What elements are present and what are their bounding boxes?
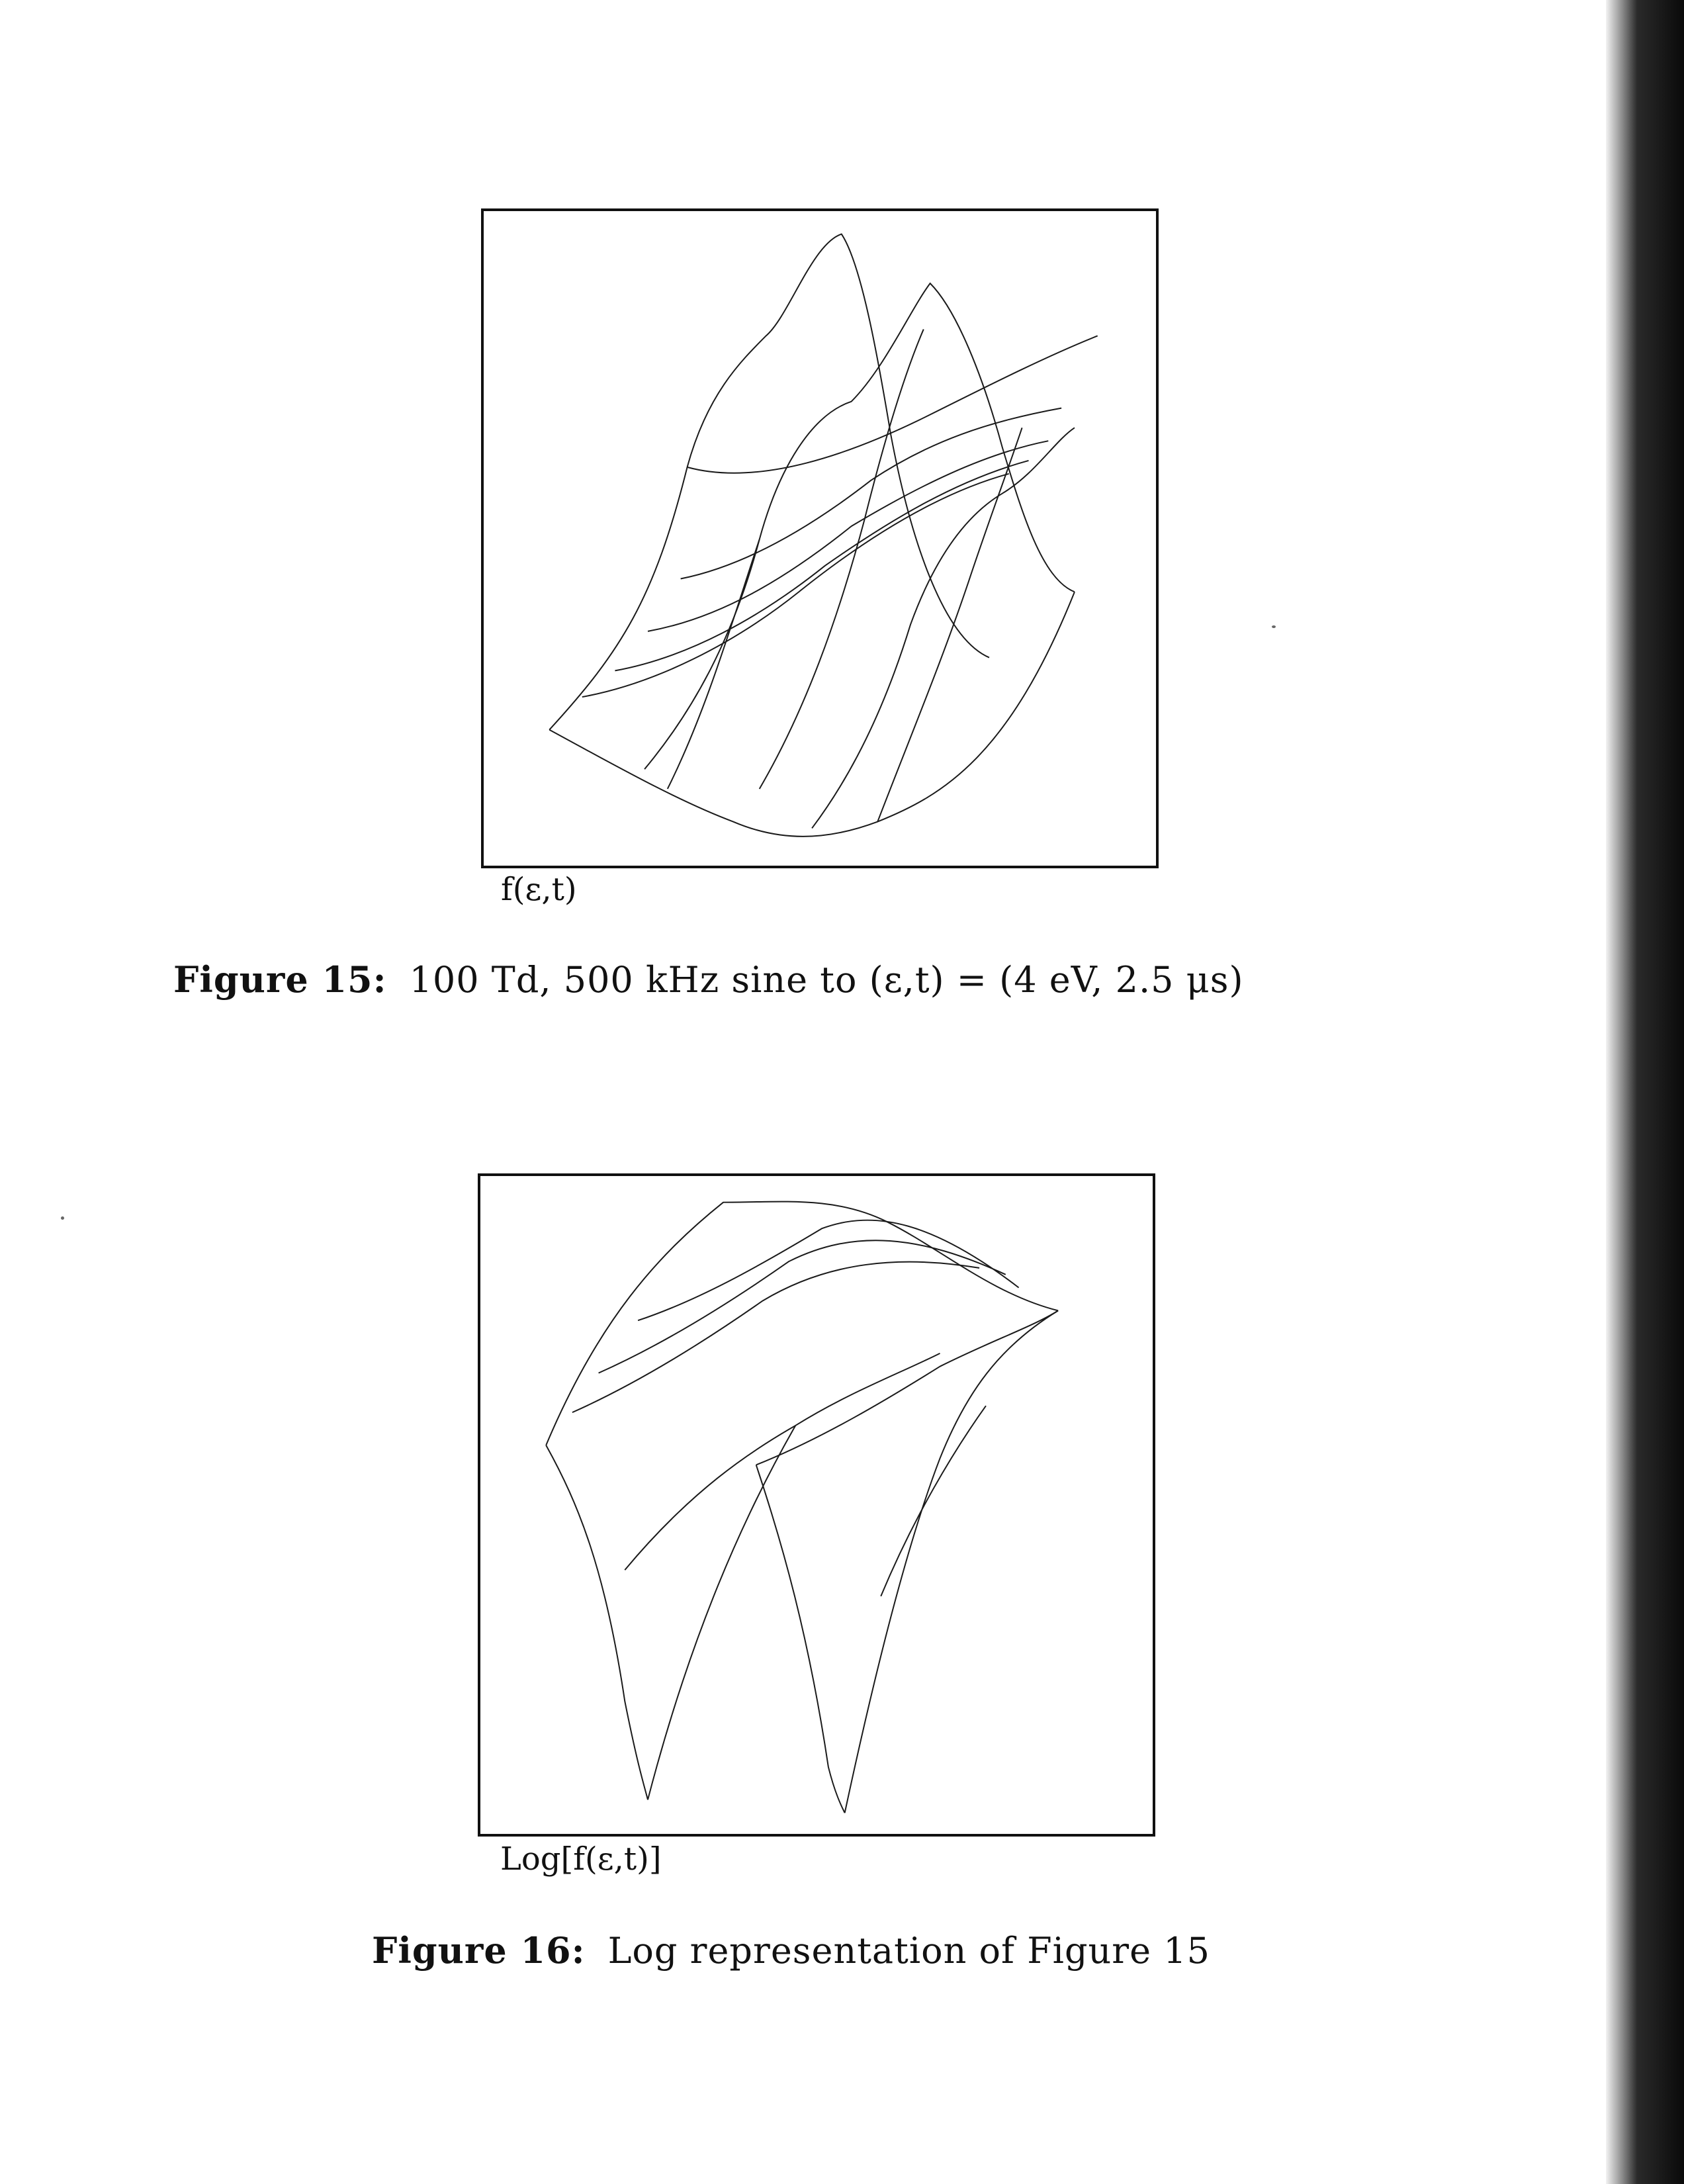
figure-15-surface-plot: [484, 211, 1156, 866]
ridge-back: [687, 336, 1098, 473]
figure-16-plot-label: Log[f(ε,t)]: [500, 1841, 662, 1878]
figure-16-surface-plot: [480, 1176, 1153, 1834]
scan-speck: [61, 1216, 64, 1220]
ridge-mid: [625, 1353, 940, 1570]
mesh-b: [615, 461, 1028, 670]
mesh-c: [648, 441, 1048, 631]
mesh-f: [877, 428, 1022, 821]
figure-16-caption: [372, 1929, 1210, 1972]
figure-16-plot-frame: [478, 1173, 1155, 1837]
figure-16-caption-text: Log representation of Figure 15: [607, 1930, 1210, 1972]
scanned-page-edge: [1606, 0, 1684, 2184]
trough-1: [546, 1445, 648, 1800]
figure-15-caption-text: 100 Td, 500 kHz sine to (ε,t) = (4 eV, 2.5 μs): [409, 959, 1244, 1001]
figure-16-caption-number: Figure 16:: [372, 1929, 586, 1972]
mesh-e: [845, 1310, 1058, 1813]
mesh-d: [648, 1426, 795, 1799]
figure-15-caption: [173, 958, 1244, 1001]
figure-15-caption-number: Figure 15:: [173, 958, 387, 1001]
peak-3: [812, 428, 1075, 828]
ridge-front: [549, 592, 1075, 837]
ridge-top: [546, 1202, 1058, 1445]
mesh-b: [599, 1240, 1006, 1373]
trough-2: [756, 1465, 845, 1813]
ridge-low: [756, 1310, 1058, 1465]
figure-15-plot-frame: [481, 208, 1159, 868]
mesh-a: [572, 1262, 979, 1413]
peak-1: [549, 234, 989, 730]
figure-16-wireframe: [546, 1202, 1058, 1813]
mesh-f: [881, 1406, 986, 1596]
peak-2: [644, 283, 1075, 769]
figure-15-wireframe: [549, 234, 1097, 837]
mesh-c: [638, 1220, 1018, 1321]
figure-15-plot-label: f(ε,t): [501, 871, 577, 908]
scan-speck: [1272, 625, 1276, 628]
